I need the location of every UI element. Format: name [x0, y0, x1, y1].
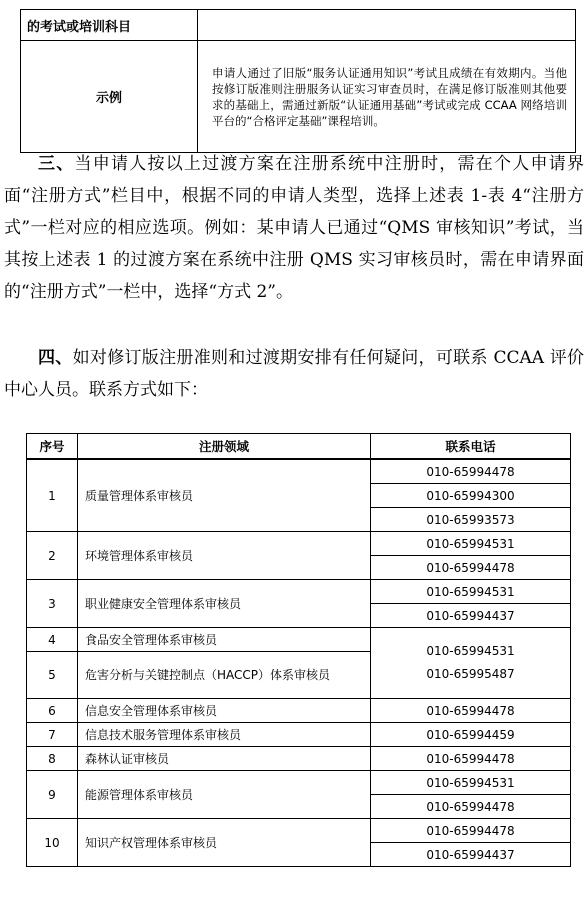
row-tel: 010-65994300 — [371, 484, 571, 508]
row-tel: 010-65995487 — [426, 667, 515, 681]
row-field: 能源管理体系审核员 — [78, 771, 371, 819]
contacts-table — [26, 433, 571, 867]
paragraph-four — [4, 342, 584, 406]
row-field: 食品安全管理体系审核员 — [78, 628, 371, 652]
row-tel: 010-65994478 — [371, 699, 571, 723]
paragraph-four-text: 如对修订版注册准则和过渡期安排有任何疑问，可联系 CCAA 评价中心人员。联系方式如下： — [4, 348, 585, 400]
paragraph-three — [4, 148, 584, 308]
row-tel: 010-65994531 — [371, 771, 571, 795]
exam-training-table — [20, 9, 576, 153]
row-no: 2 — [27, 532, 78, 580]
row-no: 8 — [27, 747, 78, 771]
header-no: 序号 — [27, 434, 78, 460]
header-tel: 联系电话 — [371, 434, 571, 460]
table-row — [27, 819, 571, 843]
row-tel-shared — [371, 628, 571, 699]
row-field: 危害分析与关键控制点（HACCP）体系审核员 — [78, 652, 371, 699]
row-tel: 010-65994531 — [426, 644, 515, 658]
row-tel: 010-65994478 — [371, 819, 571, 843]
row-no: 3 — [27, 580, 78, 628]
table-row — [27, 580, 571, 604]
row-field: 森林认证审核员 — [78, 747, 371, 771]
row-tel: 010-65994478 — [371, 459, 571, 484]
row-no: 6 — [27, 699, 78, 723]
row-no: 10 — [27, 819, 78, 867]
row-field: 信息安全管理体系审核员 — [78, 699, 371, 723]
table-row — [27, 771, 571, 795]
row-field: 职业健康安全管理体系审核员 — [78, 580, 371, 628]
table-row — [27, 628, 571, 652]
row-tel: 010-65994459 — [371, 723, 571, 747]
example-label: 示例 — [21, 41, 198, 153]
row-no: 7 — [27, 723, 78, 747]
table-row — [27, 723, 571, 747]
row-no: 1 — [27, 459, 78, 532]
paragraph-three-number: 三、 — [38, 154, 75, 174]
table-row — [27, 747, 571, 771]
row-tel: 010-65994478 — [371, 795, 571, 819]
table-row — [27, 532, 571, 556]
row-no: 5 — [27, 652, 78, 699]
table-row — [27, 459, 571, 484]
row-tel: 010-65994531 — [371, 580, 571, 604]
table-header-row — [27, 434, 571, 460]
row-tel: 010-65994437 — [371, 843, 571, 867]
table-row — [27, 699, 571, 723]
row-no: 9 — [27, 771, 78, 819]
paragraph-four-number: 四、 — [38, 348, 73, 368]
paragraph-three-text: 当申请人按以上过渡方案在注册系统中注册时，需在个人申请界面“注册方式”栏目中，根据不同的申请人类型，选择上述表 1-表 4“注册方式”一栏对应的相应选项。例如：某申请人已通过“QMS 审核知识”考试，当其按上述表 1 的过渡方案在系统中注册 QMS 实习审核员时，需在申请界面的“注册方式”一栏中，选择“方式 2”。 — [4, 154, 585, 302]
example-text: 申请人通过了旧版“服务认证通用知识”考试且成绩在有效期内。当他按修订版准则注册服务认证实习审查员时，在满足修订版准则其他要求的基础上，需通过新版“认证通用基础”考试或完成 CCAA 网络培训平台的“合格评定基础”课程培训。 — [198, 41, 576, 153]
exam-subject-label: 的考试或培训科目 — [21, 10, 198, 41]
row-field: 环境管理体系审核员 — [78, 532, 371, 580]
row-tel: 010-65994437 — [371, 604, 571, 628]
row-tel: 010-65994478 — [371, 556, 571, 580]
row-field: 信息技术服务管理体系审核员 — [78, 723, 371, 747]
row-field: 知识产权管理体系审核员 — [78, 819, 371, 867]
row-tel: 010-65994531 — [371, 532, 571, 556]
row-tel: 010-65994478 — [371, 747, 571, 771]
row-field: 质量管理体系审核员 — [78, 459, 371, 532]
exam-subject-value — [198, 10, 576, 41]
header-field: 注册领域 — [78, 434, 371, 460]
row-tel: 010-65993573 — [371, 508, 571, 532]
row-no: 4 — [27, 628, 78, 652]
